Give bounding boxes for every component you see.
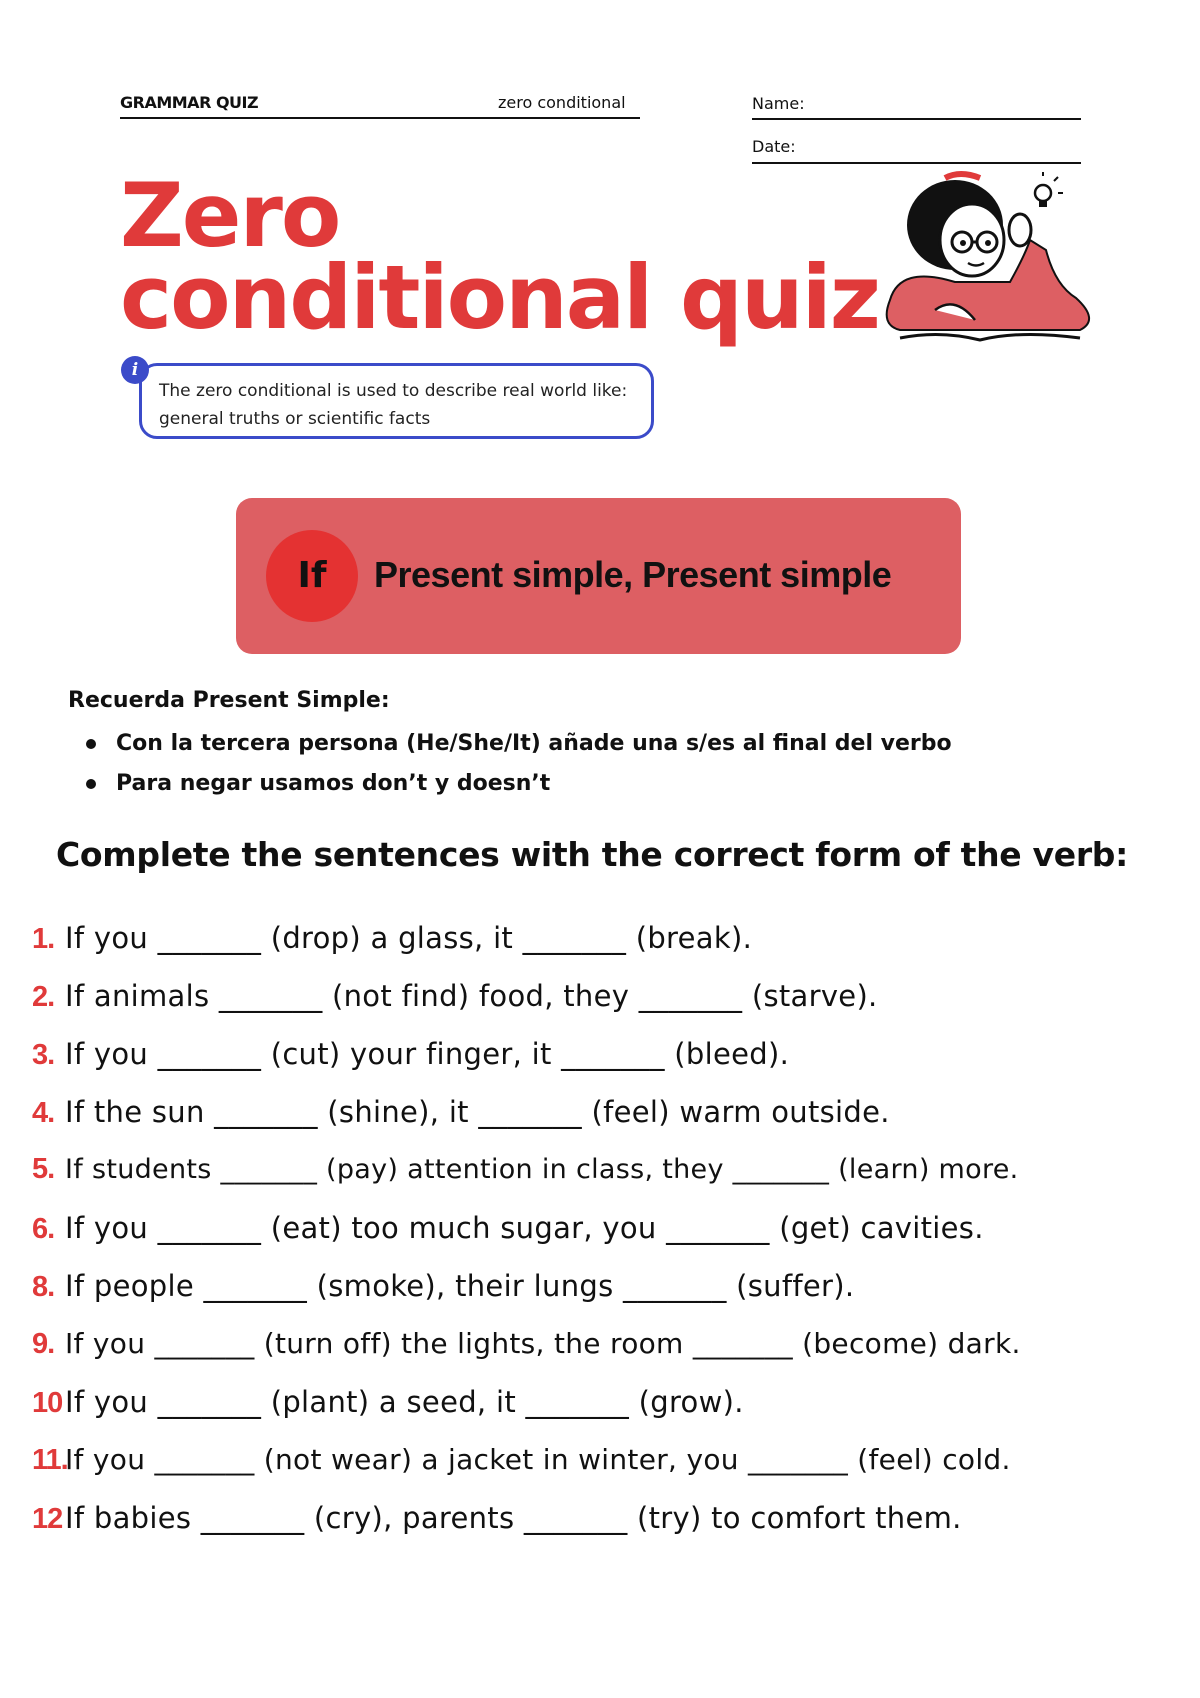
reminder-item: Con la tercera persona (He/She/It) añade una s/es al final del verbo (68, 724, 952, 764)
exercise-sentence: If people _______ (smoke), their lungs _______ (suffer). (65, 1269, 855, 1303)
date-label: Date: (752, 137, 796, 156)
exercise-item (32, 1501, 962, 1541)
lightbulb-icon (1035, 172, 1063, 207)
exercise-sentence: If you _______ (cut) your finger, it _______ (bleed). (65, 1037, 790, 1071)
reminder-list (68, 724, 952, 804)
exercise-item (32, 1269, 854, 1309)
header-underline (120, 117, 640, 119)
exercise-number: 11. (32, 1444, 68, 1476)
exercise-number: 2. (32, 981, 55, 1013)
exercise-sentence: If students _______ (pay) attention in class, they _______ (learn) more. (65, 1154, 1019, 1185)
exercise-number: 1. (32, 923, 55, 955)
name-field-line[interactable] (752, 118, 1081, 120)
page-title-line2: conditional quiz (120, 246, 879, 349)
exercise-sentence: If you _______ (eat) too much sugar, you _______ (get) cavities. (65, 1211, 984, 1245)
exercise-item (32, 1327, 1021, 1367)
exercise-instruction: Complete the sentences with the correct form of the verb: (56, 835, 1129, 874)
formula-banner (236, 498, 961, 654)
if-badge: If (266, 530, 358, 622)
info-box (139, 363, 654, 439)
exercise-sentence: If you _______ (drop) a glass, it _______ (break). (65, 921, 753, 955)
exercise-number: 5. (32, 1153, 55, 1185)
exercise-number: 10 (32, 1387, 63, 1419)
exercise-item (32, 1037, 789, 1077)
exercise-number: 9. (32, 1328, 55, 1360)
exercise-number: 4. (32, 1097, 55, 1129)
name-label: Name: (752, 94, 805, 113)
exercise-item (32, 1211, 984, 1251)
quiz-topic-label: zero conditional (498, 93, 626, 112)
bullet-dot (86, 779, 96, 789)
student-thinking-illustration (880, 170, 1100, 350)
exercise-item (32, 979, 878, 1019)
exercise-number: 8. (32, 1271, 55, 1303)
exercise-sentence: If animals _______ (not find) food, they _______ (starve). (65, 979, 878, 1013)
exercise-number: 12 (32, 1503, 63, 1535)
info-text-line2: general truths or scientific facts (159, 409, 431, 429)
exercise-sentence: If you _______ (turn off) the lights, the room _______ (become) dark. (65, 1327, 1021, 1360)
exercise-sentence: If babies _______ (cry), parents _______ (try) to comfort them. (65, 1501, 962, 1535)
info-text-line1: The zero conditional is used to describe real world like: (159, 381, 628, 401)
exercise-item (32, 1385, 744, 1425)
exercise-number: 3. (32, 1039, 55, 1071)
page-title-line1: Zero (120, 164, 340, 267)
reminder-item: Para negar usamos don’t y doesn’t (68, 764, 952, 804)
bullet-dot (86, 739, 96, 749)
quiz-type-label: GRAMMAR QUIZ (120, 93, 259, 112)
exercise-item (32, 1153, 1019, 1193)
exercise-sentence: If the sun _______ (shine), it _______ (feel) warm outside. (65, 1095, 890, 1129)
exercise-item (32, 1095, 890, 1135)
formula-structure: Present simple, Present simple (374, 554, 892, 595)
info-icon: i (121, 356, 149, 384)
exercise-number: 6. (32, 1213, 55, 1245)
reminder-title: Recuerda Present Simple: (68, 688, 390, 713)
date-field-line[interactable] (752, 162, 1081, 164)
exercise-item (32, 1443, 1011, 1483)
exercise-sentence: If you _______ (not wear) a jacket in winter, you _______ (feel) cold. (65, 1443, 1011, 1476)
exercise-sentence: If you _______ (plant) a seed, it _______ (grow). (65, 1385, 744, 1419)
exercise-item (32, 921, 752, 961)
